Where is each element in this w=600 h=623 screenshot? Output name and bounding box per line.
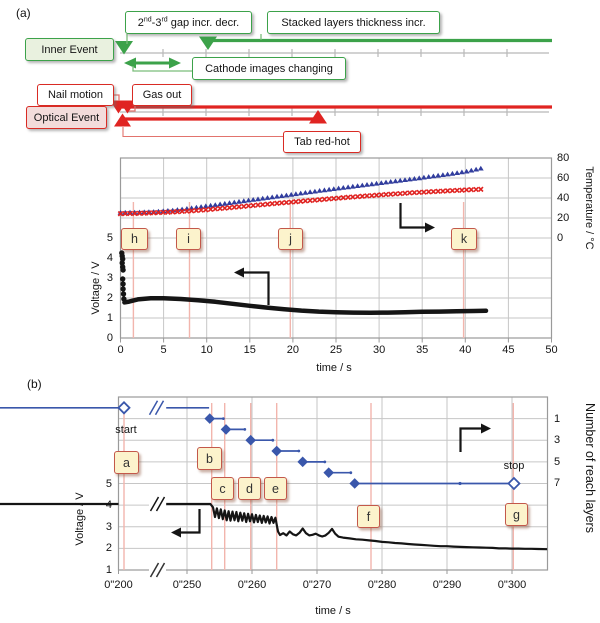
event-marker-box-e: e bbox=[264, 477, 287, 500]
event-marker-box-h: h bbox=[121, 228, 148, 250]
y-tick-label-voltage-b: 5 bbox=[105, 477, 112, 490]
layers-diamond-3 bbox=[246, 436, 255, 445]
x-tick-label-b: 0"290 bbox=[432, 579, 462, 591]
layers-diamond-4 bbox=[272, 446, 281, 455]
event-box-gas-out: Gas out bbox=[132, 84, 192, 106]
layers-diamond-2 bbox=[221, 425, 230, 434]
event-box-cathode-images: Cathode images changing bbox=[192, 57, 346, 80]
event-marker-box-g: g bbox=[505, 503, 528, 526]
voltage-axis-arrow-a bbox=[241, 273, 269, 306]
event-marker-box-a: a bbox=[114, 451, 139, 474]
event-box-nail-motion: Nail motion bbox=[37, 84, 114, 106]
optical-event-box: Optical Event bbox=[26, 106, 107, 129]
event-box-gap-incr-decr bbox=[125, 11, 252, 34]
voltage-start-scatter-point bbox=[120, 281, 125, 286]
y-tick-label-layers: 7 bbox=[554, 477, 561, 490]
layers-diamond-1 bbox=[205, 414, 214, 423]
event-box-tab-red-hot: Tab red-hot bbox=[283, 131, 361, 153]
layers-diamond-7 bbox=[350, 479, 359, 488]
y-tick-label-temperature: 80 bbox=[557, 152, 570, 164]
temperature-axis-arrow bbox=[401, 203, 429, 228]
event-marker-box-c: c bbox=[211, 477, 234, 500]
y-tick-label-temperature: 0 bbox=[557, 232, 564, 244]
voltage-axis-arrowhead-a bbox=[234, 268, 244, 278]
range-arrowhead-right bbox=[169, 58, 181, 69]
x-tick-label-a: 50 bbox=[545, 344, 558, 356]
cathode-box-connector bbox=[133, 66, 192, 71]
y-tick-label-layers: 5 bbox=[554, 455, 561, 468]
x-tick-label-b: 0"250 bbox=[172, 579, 202, 591]
panel-a-label: (a) bbox=[16, 6, 31, 20]
event-box-stacked-layers: Stacked layers thickness incr. bbox=[267, 11, 440, 34]
voltage-axis-arrowhead-b bbox=[171, 528, 181, 538]
optical-event-timeline bbox=[120, 108, 549, 116]
temperature-axis-arrowhead bbox=[425, 223, 435, 233]
x-tick-label-a: 15 bbox=[243, 344, 256, 356]
x-tick-label-a: 45 bbox=[502, 344, 515, 356]
stop-diamond bbox=[508, 478, 519, 489]
voltage-axis-arrow-b bbox=[178, 509, 200, 533]
event-marker-box-i: i bbox=[176, 228, 201, 250]
x-tick-label-b: 0"260 bbox=[237, 579, 267, 591]
y-tick-label-voltage-a: 4 bbox=[106, 252, 113, 264]
axis-title-voltage-a: Voltage / V bbox=[90, 261, 102, 315]
layers-diamond-5 bbox=[298, 457, 307, 466]
y-tick-label-voltage-a: 3 bbox=[106, 272, 113, 284]
y-tick-label-temperature: 20 bbox=[557, 212, 570, 224]
inner-event-timeline bbox=[120, 49, 549, 57]
voltage-series-a bbox=[124, 298, 486, 313]
x-tick-label-a: 30 bbox=[372, 344, 386, 356]
x-tick-label-b: 0"200 bbox=[104, 579, 133, 591]
gap-box-text: 2nd-3rd gap incr. decr. bbox=[137, 15, 240, 29]
x-tick-label-a: 25 bbox=[329, 344, 343, 356]
start-diamond bbox=[119, 402, 130, 413]
y-tick-label-voltage-b: 1 bbox=[105, 564, 112, 576]
range-arrowhead-left bbox=[124, 58, 136, 69]
gap-sup-nd: nd bbox=[143, 15, 152, 23]
voltage-start-scatter-point bbox=[120, 276, 125, 281]
x-tick-label-b: 0"270 bbox=[302, 579, 332, 591]
axis-title-time-a: time / s bbox=[316, 362, 352, 374]
x-tick-label-b: 0"280 bbox=[367, 579, 397, 591]
y-tick-label-voltage-b: 4 bbox=[105, 499, 112, 512]
layers-step-end-dot bbox=[297, 450, 300, 453]
y-tick-label-temperature: 60 bbox=[557, 172, 570, 184]
voltage-start-scatter-point bbox=[120, 267, 125, 272]
x-tick-label-a: 5 bbox=[160, 344, 167, 356]
x-tick-label-a: 35 bbox=[416, 344, 429, 356]
layers-axis-arrowhead bbox=[481, 424, 491, 434]
y-tick-label-layers: 3 bbox=[554, 434, 561, 447]
voltage-start-scatter-point bbox=[121, 291, 126, 296]
x-tick-label-a: 0 bbox=[117, 344, 124, 356]
axis-title-reach-layers: Number of reach layers bbox=[583, 403, 597, 533]
panel-a-x-tick-marks bbox=[121, 338, 552, 343]
panel-a-chart bbox=[118, 158, 552, 343]
axis-title-time-b: time / s bbox=[315, 605, 351, 617]
voltage-start-scatter-point bbox=[120, 286, 125, 291]
y-tick-label-voltage-a: 1 bbox=[106, 312, 113, 324]
axis-title-temperature: Temperature / °C bbox=[583, 166, 595, 250]
y-tick-label-voltage-a: 0 bbox=[106, 332, 113, 344]
layers-step-end-dot bbox=[222, 417, 225, 420]
temperature-series-blue bbox=[118, 166, 484, 215]
layers-mid-dot bbox=[458, 482, 461, 485]
y-tick-label-voltage-a: 2 bbox=[106, 292, 113, 304]
y-tick-label-voltage-a: 5 bbox=[106, 232, 113, 244]
event-marker-box-f: f bbox=[357, 505, 380, 528]
event-marker-box-d: d bbox=[238, 477, 261, 500]
gap-sup-rd: rd bbox=[161, 15, 168, 23]
layers-step-end-dot bbox=[349, 471, 352, 474]
x-tick-label-a: 40 bbox=[459, 344, 472, 356]
layers-diamond-6 bbox=[324, 468, 333, 477]
layers-step-end-dot bbox=[271, 439, 274, 442]
x-tick-label-a: 10 bbox=[200, 344, 213, 356]
axis-title-voltage-b: Voltage / V bbox=[74, 492, 86, 546]
y-tick-label-voltage-b: 3 bbox=[105, 520, 112, 533]
event-marker-box-j: j bbox=[278, 228, 303, 250]
x-tick-label-a: 20 bbox=[286, 344, 300, 356]
panel-b-label: (b) bbox=[27, 377, 42, 391]
tab-red-hot-connector bbox=[123, 127, 283, 137]
y-tick-label-temperature: 40 bbox=[557, 192, 570, 204]
green-event-triangle-2 bbox=[199, 37, 217, 51]
y-tick-label-layers: 1 bbox=[554, 412, 561, 425]
inner-event-box: Inner Event bbox=[25, 38, 114, 61]
stop-label: stop bbox=[503, 460, 525, 472]
layers-step-end-dot bbox=[323, 461, 326, 464]
y-tick-label-voltage-b: 2 bbox=[105, 542, 112, 555]
start-label: start bbox=[115, 424, 137, 436]
layers-step-end-dot bbox=[243, 428, 246, 431]
event-marker-box-b: b bbox=[197, 447, 222, 470]
event-marker-box-k: k bbox=[451, 228, 477, 250]
x-tick-label-b: 0"300 bbox=[497, 579, 527, 591]
